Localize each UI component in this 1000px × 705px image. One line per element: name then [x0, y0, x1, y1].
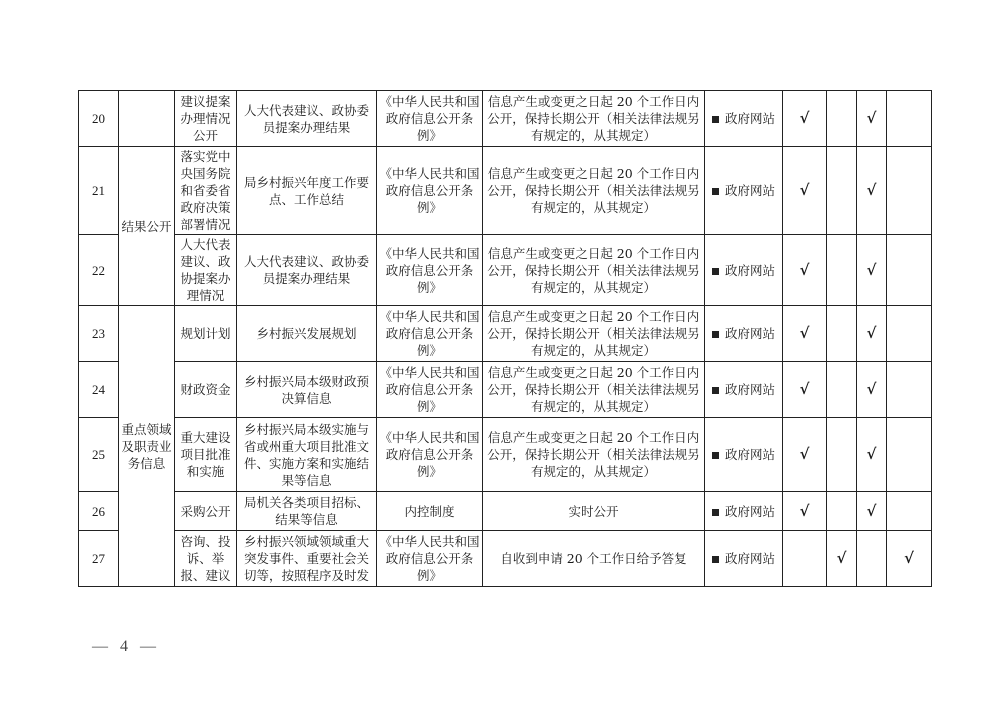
square-bullet-icon	[712, 509, 719, 516]
item-basis: 《中华人民共和国政府信息公开条例》	[377, 418, 483, 492]
item-channel: 政府网站	[705, 235, 783, 306]
check-cell: √	[783, 418, 827, 492]
item-channel: 政府网站	[705, 492, 783, 531]
check-cell: √	[783, 91, 827, 147]
item-time: 信息产生或变更之日起 20 个工作日内公开，保持长期公开（相关法律法规另有规定的，从其规定）	[483, 418, 705, 492]
item-name: 落实党中央国务院和省委省政府决策部署情况	[175, 147, 237, 235]
check-cell	[857, 531, 887, 587]
item-channel: 政府网站	[705, 306, 783, 362]
square-bullet-icon	[712, 387, 719, 394]
item-name: 人大代表建议、政协提案办理情况	[175, 235, 237, 306]
square-bullet-icon	[712, 116, 719, 123]
row-number: 27	[79, 531, 119, 587]
item-basis: 《中华人民共和国政府信息公开条例》	[377, 235, 483, 306]
table-row	[79, 418, 932, 492]
check-cell: √	[783, 492, 827, 531]
check-cell	[827, 492, 857, 531]
item-time: 实时公开	[483, 492, 705, 531]
disclosure-table	[78, 90, 932, 587]
table-row	[79, 306, 932, 362]
check-cell: √	[783, 306, 827, 362]
item-content: 人大代表建议、政协委员提案办理结果	[237, 235, 377, 306]
item-content: 乡村振兴发展规划	[237, 306, 377, 362]
check-cell	[887, 91, 932, 147]
item-channel: 政府网站	[705, 147, 783, 235]
check-cell: √	[827, 531, 857, 587]
category-result: 结果公开	[119, 147, 175, 306]
check-cell: √	[857, 147, 887, 235]
page-number: — 4 —	[92, 638, 160, 655]
item-basis: 《中华人民共和国政府信息公开条例》	[377, 147, 483, 235]
check-cell	[827, 235, 857, 306]
square-bullet-icon	[712, 188, 719, 195]
check-cell	[887, 492, 932, 531]
check-cell	[827, 418, 857, 492]
check-cell: √	[857, 362, 887, 418]
item-time: 信息产生或变更之日起 20 个工作日内公开，保持长期公开（相关法律法规另有规定的，从其规定）	[483, 235, 705, 306]
item-basis: 《中华人民共和国政府信息公开条例》	[377, 362, 483, 418]
check-cell: √	[857, 306, 887, 362]
item-basis: 《中华人民共和国政府信息公开条例》	[377, 91, 483, 147]
item-name: 规划计划	[175, 306, 237, 362]
row-number: 25	[79, 418, 119, 492]
item-time: 信息产生或变更之日起 20 个工作日内公开，保持长期公开（相关法律法规另有规定的，从其规定）	[483, 91, 705, 147]
item-basis: 《中华人民共和国政府信息公开条例》	[377, 531, 483, 587]
item-content: 局机关各类项目招标、结果等信息	[237, 492, 377, 531]
item-basis: 内控制度	[377, 492, 483, 531]
item-content: 人大代表建议、政协委员提案办理结果	[237, 91, 377, 147]
check-cell	[827, 147, 857, 235]
check-cell	[783, 531, 827, 587]
check-cell	[887, 147, 932, 235]
row-number: 24	[79, 362, 119, 418]
item-channel: 政府网站	[705, 531, 783, 587]
item-time: 信息产生或变更之日起 20 个工作日内公开，保持长期公开（相关法律法规另有规定的，从其规定）	[483, 147, 705, 235]
item-time: 信息产生或变更之日起 20 个工作日内公开，保持长期公开（相关法律法规另有规定的，从其规定）	[483, 306, 705, 362]
row-number: 23	[79, 306, 119, 362]
item-channel: 政府网站	[705, 91, 783, 147]
table-row	[79, 147, 932, 235]
item-basis: 《中华人民共和国政府信息公开条例》	[377, 306, 483, 362]
row-number: 22	[79, 235, 119, 306]
square-bullet-icon	[712, 331, 719, 338]
check-cell	[887, 362, 932, 418]
check-cell: √	[783, 147, 827, 235]
table-row	[79, 492, 932, 531]
check-cell	[887, 418, 932, 492]
check-cell: √	[857, 91, 887, 147]
check-cell	[887, 235, 932, 306]
item-name: 采购公开	[175, 492, 237, 531]
item-content: 乡村振兴局本级财政预决算信息	[237, 362, 377, 418]
check-cell	[827, 91, 857, 147]
check-cell: √	[857, 492, 887, 531]
item-name: 建议提案办理情况公开	[175, 91, 237, 147]
item-time: 信息产生或变更之日起 20 个工作日内公开，保持长期公开（相关法律法规另有规定的，从其规定）	[483, 362, 705, 418]
square-bullet-icon	[712, 268, 719, 275]
check-cell: √	[783, 235, 827, 306]
table-row	[79, 91, 932, 147]
square-bullet-icon	[712, 556, 719, 563]
table-row	[79, 362, 932, 418]
item-name: 咨询、投诉、举报、建议	[175, 531, 237, 587]
check-cell: √	[857, 418, 887, 492]
row-number: 26	[79, 492, 119, 531]
row-number: 21	[79, 147, 119, 235]
category-blank	[119, 91, 175, 147]
check-cell	[887, 306, 932, 362]
item-name: 重大建设项目批准和实施	[175, 418, 237, 492]
category-key: 重点领域及职责业务信息	[119, 306, 175, 587]
item-channel: 政府网站	[705, 418, 783, 492]
check-cell: √	[783, 362, 827, 418]
check-cell: √	[857, 235, 887, 306]
table-row	[79, 531, 932, 587]
item-content: 乡村振兴领域领域重大突发事件、重要社会关切等，按照程序及时发	[237, 531, 377, 587]
square-bullet-icon	[712, 452, 719, 459]
row-number: 20	[79, 91, 119, 147]
check-cell	[827, 306, 857, 362]
check-cell: √	[887, 531, 932, 587]
table-row	[79, 235, 932, 306]
item-content: 乡村振兴局本级实施与省或州重大项目批准文件、实施方案和实施结果等信息	[237, 418, 377, 492]
item-name: 财政资金	[175, 362, 237, 418]
check-cell	[827, 362, 857, 418]
item-channel: 政府网站	[705, 362, 783, 418]
item-content: 局乡村振兴年度工作要点、工作总结	[237, 147, 377, 235]
item-time: 自收到申请 20 个工作日给予答复	[483, 531, 705, 587]
